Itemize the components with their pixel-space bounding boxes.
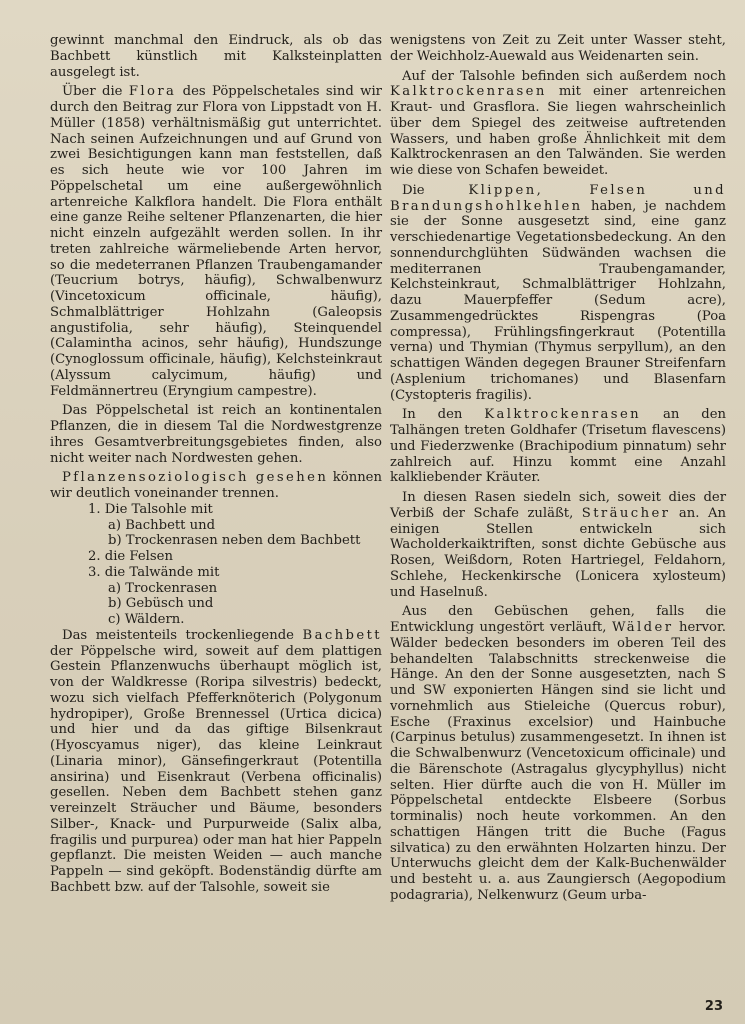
spaced-heading: Klippen, Felsen und Brandungshohlkehlen — [390, 182, 726, 214]
paragraph-bachbett — [50, 628, 382, 896]
outline-subitem: c) Wäldern. — [108, 612, 185, 627]
spaced-heading: Flora — [128, 84, 177, 100]
outline-label: 2. die Felsen — [88, 549, 173, 564]
outline-subitem: a) Trockenrasen — [108, 580, 218, 596]
paragraph: gewinnt manchmal den Eindruck, als ob das Bachbett künstlich mit Kalksteinplatten ausgelegt ist. — [50, 33, 382, 80]
paragraph-waelder — [390, 604, 726, 903]
paragraph: wenigstens von Zeit zu Zeit unter Wasser steht, der Weichholz-Auewald aus Weidenarten sein. — [390, 33, 726, 64]
spaced-heading: Bachbett — [302, 627, 382, 643]
outline-label: 3. die Talwände mit — [88, 564, 220, 580]
paragraph-klippen — [390, 183, 726, 404]
text-span: Die — [402, 182, 469, 198]
outline-subitem: b) Trockenrasen neben dem Bachbett — [108, 533, 361, 549]
text-span: In den — [402, 407, 485, 423]
left-column — [50, 33, 382, 900]
spaced-heading: Sträucher — [581, 505, 671, 521]
outline-subitem: a) Bachbett und — [108, 517, 216, 533]
right-column — [390, 33, 726, 908]
outline-item — [50, 565, 382, 628]
paragraph-flora — [50, 84, 382, 399]
spaced-heading: Kalktrockenrasen — [390, 84, 547, 100]
text-span: des Pöppelschetales sind wir durch den Beitrag zur Flora von Lippstadt von H. Müller (1858) verhältnismäßig gut unterrichtet. Nach seinen Aufzeichnungen und auf Grund von zwei Besichtigungen kann man feststellen, daß es sich heute wie vor 100 Jahren im Pöppelschetal um eine außergewöhnlich artenreiche Kalkflora handelt. Die Flora enthält eine ganze Reihe seltener Pflanzenarten, die hier nicht einzeln aufgezählt werden sollen. In ihr treten zahlreiche wärmeliebende Arten hervor, so die medeterranen Pflanzen Traubengamander (Teucrium botrys, häufig), Schwalbenwurz (Vincetoxicum officinale, häufig), Schmalblättriger Hohlzahn (Galeopsis angustifolia, sehr häufig), Steinquendel (Calamintha acinos, sehr häufig), Hundszunge (Cynoglossum officinale, häufig), Kelchsteinkraut (Alyssum calycimum, häufig) und Feldmännertreu (Eryngium campestre). — [50, 84, 382, 399]
outline-subitem: b) Gebüsch und — [108, 596, 214, 612]
paragraph: Das Pöppelschetal ist reich an kontinentalen Pflanzen, die in diesem Tal die Nordwestgrenze ihres Gesamtverbreitungsgebietes finden, also nicht weiter nach Nordwesten gehen. — [50, 403, 382, 466]
spaced-heading: Wälder — [611, 620, 674, 635]
text-span: Das meistenteils trockenliegende — [62, 627, 303, 643]
text-span: Aus den Gebüschen gehen, falls die Entwicklung ungestört verläuft, — [390, 604, 726, 635]
paragraph-straeucher — [390, 490, 726, 600]
paragraph-kalktrockenrasen — [390, 407, 726, 486]
text-span: Über die — [62, 84, 129, 100]
paragraph-talsohle — [390, 69, 726, 179]
text-span: der Pöppelsche wird, soweit auf dem plattigen Gestein Pflanzenwuchs überhaupt möglich ist, von der Waldkresse (Roripa silvestris) bedeckt, wozu sich vielfach Pfefferknöterich (Polygonum hydropiper), Große Brennessel (Urtica dicica) und hier und da das giftige Bilsenkraut (Hyoscyamus niger), das kleine Leinkraut (Linaria minor), Gänsefingerkraut (Potentilla ansirina) und Eisenkraut (Verbena officinalis) gesellen. Neben dem Bachbett stehen ganz vereinzelt Sträucher und Bäume, besonders Silber-, Knack- und Purpurweide (Salix alba, fragilis und purpurea) oder man hat hier Pappeln gepflanzt. Die meisten Weiden — auch manche Pappeln — sind geköpft. Bodenständig dürfte am Bachbett bzw. auf der Talsohle, soweit sie — [50, 643, 382, 895]
text-span: haben, je nachdem sie der Sonne ausgesetzt sind, eine ganz verschiedenartige Vegetationsbedeckung. An den sonnendurchglühten Südwänden wachsen die mediterranen Traubengamander, Kelchsteinkraut, Schmalblättriger Hohlzahn, dazu Mauerpfeffer (Sedum acre), Zusammengedrücktes Rispengras (Poa compressa), Frühlingsfingerkraut (Potentilla verna) und Thymian (Thymus serpyllum), an den schattigen Wänden degegen Brauner Streifenfarn (Asplenium trichomanes) und Blasenfarn (Cystopteris fragilis). — [390, 198, 726, 403]
text-span: mit einer artenreichen Kraut- und Grasflora. Sie liegen wahrscheinlich über dem Spiegel des zeitweise auftretenden Wassers, und haben große Ähnlichkeit mit dem Kalktrockenrasen an den Talwänden. Sie werden wie diese von Schafen beweidet. — [390, 84, 726, 178]
paragraph-sociology — [50, 470, 382, 502]
outline-label: 1. Die Talsohle mit — [88, 501, 213, 517]
outline-item — [50, 502, 382, 549]
spaced-heading: Pflanzensoziologisch gesehen — [62, 470, 329, 486]
text-span: an den Talhängen treten Goldhafer (Trisetum flavescens) und Fiederzwenke (Brachipodium pinnatum) sehr zahlreich auf. Hinzu kommt eine Anzahl kalkliebender Kräuter. — [390, 407, 726, 486]
spaced-heading: Kalktrockenrasen — [484, 407, 642, 423]
page-number: 23 — [704, 999, 723, 1014]
text-span: an. An einigen Stellen entwickeln sich Wacholderkaiktriften, sonst dichte Gebüsche aus Rosen, Weißdorn, Roten Hartriegel, Feldahorn, Schlehe, Heckenkirsche (Lonicera xylosteum) und Haselnuß. — [390, 505, 726, 600]
text-span: können wir deutlich voneinander trennen. — [50, 470, 382, 501]
text-span: hervor. Wälder bedecken besonders im oberen Teil des behandelten Talabschnitts streckenweise die Hänge. An den der Sonne ausgesetzten, nach S und SW exponierten Hängen sind sie licht und vornehmlich aus Stieleiche (Quercus robur), Esche (Fraxinus excelsior) und Hainbuche (Carpinus betulus) zusammengesetzt. In ihnen ist die Schwalbenwurz (Vencetoxicum officinale) und die Bärenschote (Astragalus glycyphyllus) nicht selten. Hier dürfte auch die von H. Müller im Pöppelschetal entdeckte Elsbeere (Sorbus torminalis) noch heute vorkommen. An den schattigen Hängen tritt die Buche (Fagus silvatica) zu den erwähnten Holzarten hinzu. Der Unterwuchs gleicht dem der Kalk-Buchenwälder und besteht u. a. aus Zaungiersch (Aegopodium podagraria), Nelkenwurz (Geum urba- — [390, 620, 726, 903]
text-span: Auf der Talsohle befinden sich außerdem noch — [402, 68, 726, 84]
outline-list — [50, 502, 382, 628]
text-span: In diesen Rasen siedeln sich, soweit dies der Verbiß der Schafe zuläßt, — [390, 490, 726, 521]
outline-item — [50, 549, 382, 565]
